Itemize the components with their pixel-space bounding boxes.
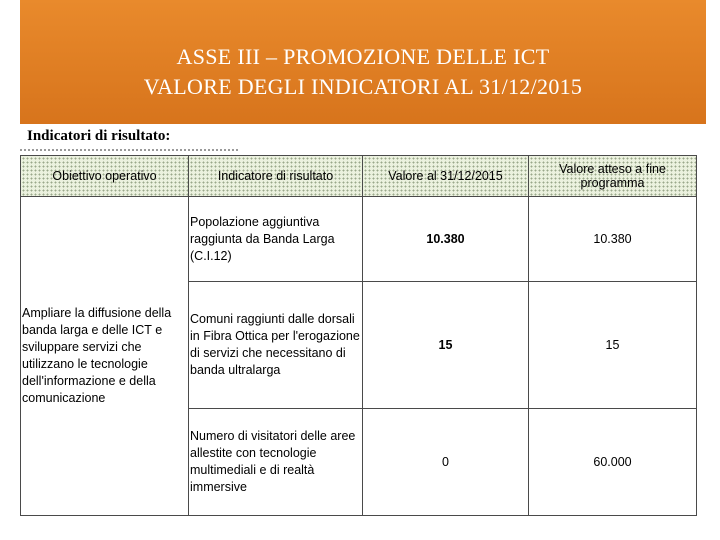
value-2015-cell: 10.380 <box>363 197 529 282</box>
value-2015-cell: 0 <box>363 409 529 516</box>
table-row <box>21 197 697 282</box>
expected-value-cell: 10.380 <box>529 197 697 282</box>
header-value-2015: Valore al 31/12/2015 <box>363 156 529 197</box>
slide-title-band <box>20 0 706 124</box>
indicator-cell: Comuni raggiunti dalle dorsali in Fibra Ottica per l'erogazione di servizi che necessitano di banda ultralarga <box>189 282 363 409</box>
header-indicator: Indicatore di risultato <box>189 156 363 197</box>
header-expected-value: Valore atteso a fine programma <box>529 156 697 197</box>
header-objective: Obiettivo operativo <box>21 156 189 197</box>
value-2015-cell: 15 <box>363 282 529 409</box>
indicators-table <box>20 155 697 516</box>
objective-cell: Ampliare la diffusione della banda larga e delle ICT e sviluppare servizi che utilizzano le tecnologie dell'informazione e della comunicazione <box>21 197 189 516</box>
expected-value-cell: 60.000 <box>529 409 697 516</box>
table-header-row <box>21 156 697 197</box>
section-subtitle: Indicatori di risultato: <box>27 128 171 144</box>
indicator-cell: Popolazione aggiuntiva raggiunta da Banda Larga (C.I.12) <box>189 197 363 282</box>
slide-title-line-2: VALORE DEGLI INDICATORI AL 31/12/2015 <box>143 74 583 99</box>
slide-title-line-1: ASSE III – PROMOZIONE DELLE ICT <box>176 44 550 69</box>
subtitle-dotted-rule <box>20 149 238 151</box>
expected-value-cell: 15 <box>529 282 697 409</box>
indicator-cell: Numero di visitatori delle aree allestite con tecnologie multimediali e di realtà immersive <box>189 409 363 516</box>
